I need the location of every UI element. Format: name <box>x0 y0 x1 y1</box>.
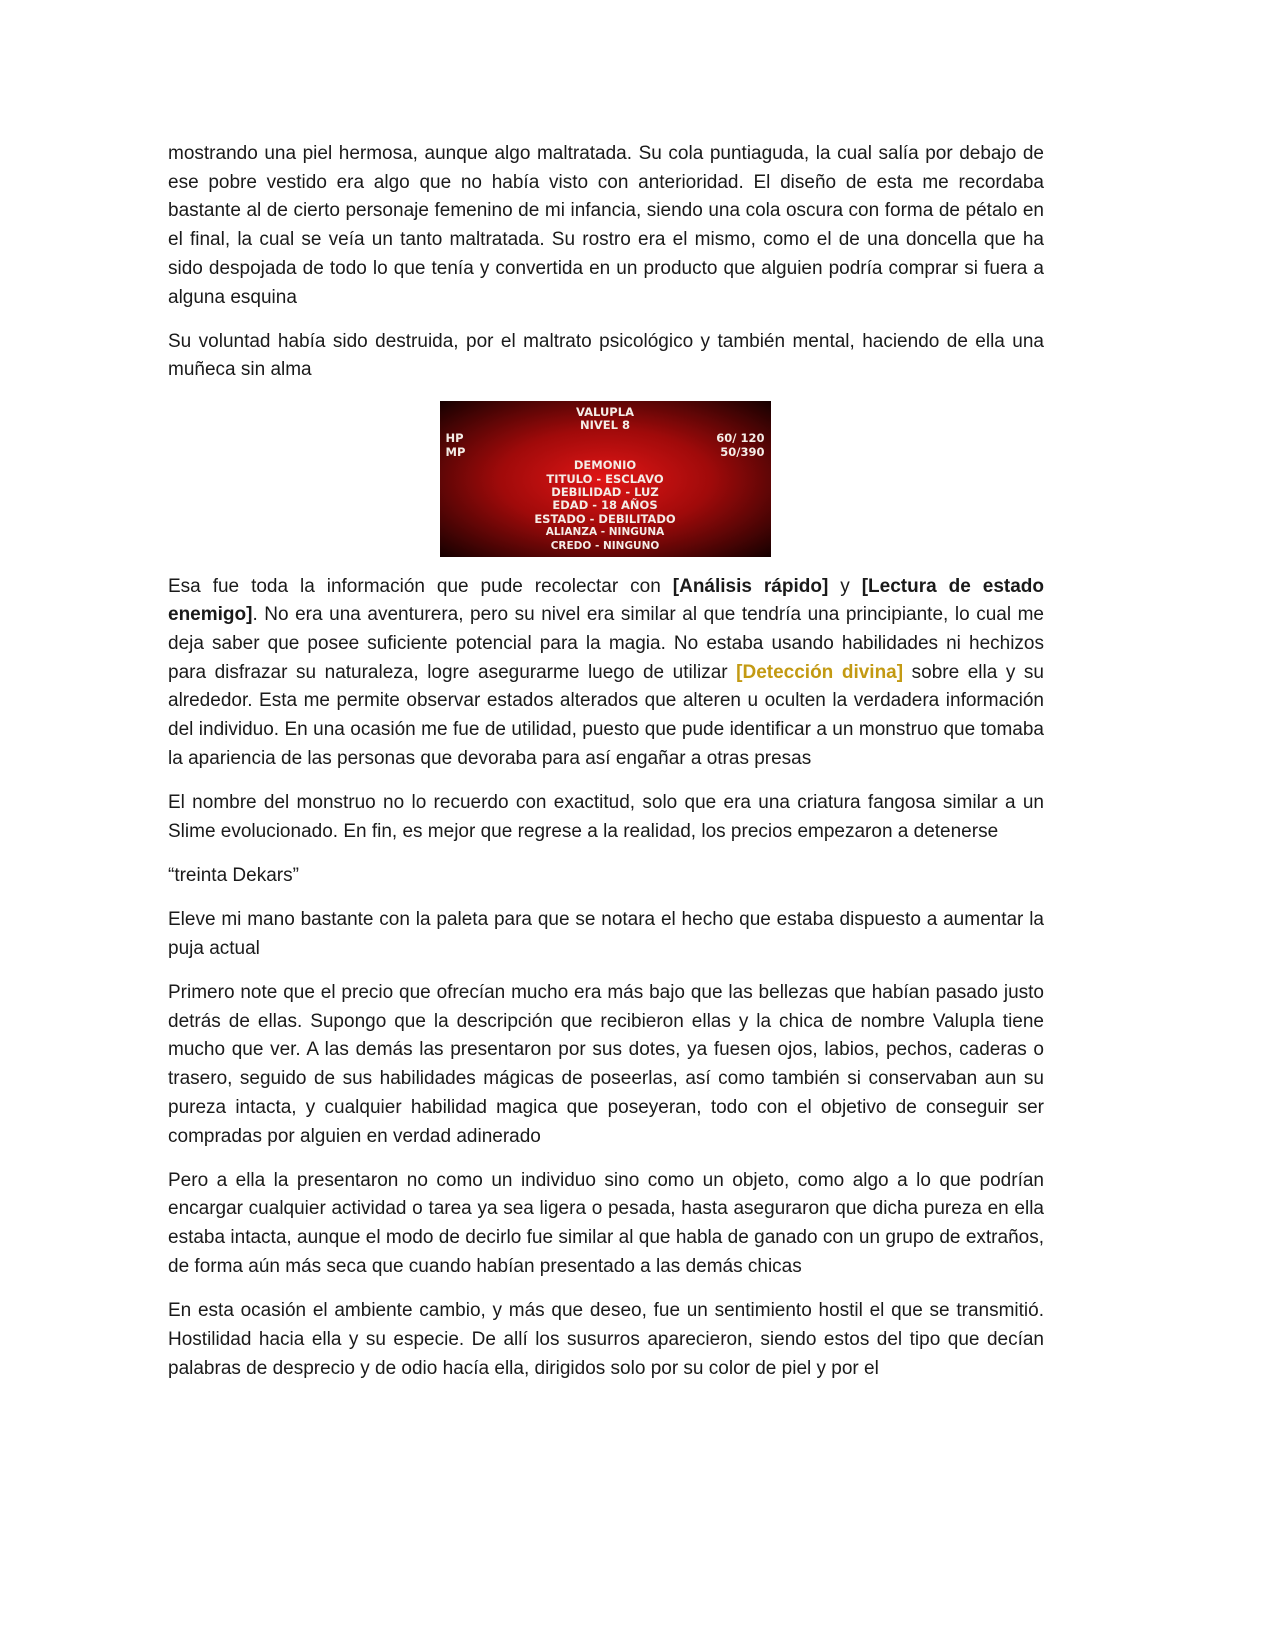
skill-name: [Análisis rápido] <box>672 575 829 597</box>
body-text <box>168 140 1044 1399</box>
status-race: DEMONIO <box>573 458 637 473</box>
status-level: NIVEL 8 <box>580 418 630 433</box>
paragraph: Pero a ella la presentaron no como un individuo sino como un objeto, como algo a lo que podrían encargar cualquier actividad o tarea ya sea ligera o pesada, hasta aseguraron que dicha pureza en ella estaba intacta, aunque el modo de decirlo fue similar al que habla de ganado con un grupo de extraños, de forma aún más seca que cuando habían presentado a las demás chicas <box>168 1169 1044 1277</box>
status-state: ESTADO - DEBILITADO <box>534 511 676 526</box>
status-weakness: DEBILIDAD - LUZ <box>551 485 659 500</box>
mp-value: 50/390 <box>720 444 765 459</box>
skill-name: [Lectura de estado enemigo] <box>168 575 1045 626</box>
paragraph: Su voluntad había sido destruida, por el maltrato psicológico y también mental, haciendo de ella una muñeca sin alma <box>168 330 1044 381</box>
mp-label: MP <box>445 444 466 459</box>
paragraph: mostrando una piel hermosa, aunque algo maltratada. Su cola puntiaguda, la cual salía por debajo de ese pobre vestido era algo que no había visto con anterioridad. El diseño de esta me recordaba bastante al de cierto personaje femenino de mi infancia, siendo una cola oscura con forma de pétalo en el final, la cual se veía un tanto maltratada. Su rostro era el mismo, como el de una doncella que ha sido despojada de todo lo que tenía y convertida en un producto que alguien podría comprar si fuera a alguna esquina <box>168 143 1044 308</box>
hp-value: 60/ 120 <box>716 431 765 446</box>
text-run: sobre ella y su alrededor. Esta me permite observar estados alterados que alteren u oculten la verdadera información del individuo. En una ocasión me fue de utilidad, puesto que pude identificar a un monstruo que tomaba la apariencia de las personas que devoraba para así engañar a otras presas <box>168 661 1045 769</box>
status-creed: CREDO - NINGUNO <box>550 539 660 552</box>
paragraph: El nombre del monstruo no lo recuerdo con exactitud, solo que era una criatura fangosa similar a un Slime evolucionado. En fin, es mejor que regrese a la realidad, los precios empezaron a detenerse <box>168 792 1044 842</box>
status-age: EDAD - 18 AÑOS <box>552 498 658 513</box>
text-run: Esa fue toda la información que pude recolectar con <box>168 575 673 597</box>
paragraph: En esta ocasión el ambiente cambio, y más que deseo, fue un sentimiento hostil el que se transmitió. Hostilidad hacia ella y su especie. De allí los susurros aparecieron, siendo estos del tipo que decían palabras de desprecio y de odio hacía ella, dirigidos solo por su color de piel y por el <box>168 1300 1044 1379</box>
status-window-image <box>440 401 771 557</box>
status-name: VALUPLA <box>576 404 634 419</box>
text-run: . No era una aventurera, pero su nivel era similar al que tendría una principiante, lo cual me deja saber que posee suficiente potencial para la magia. No estaba usando habilidades ni hechizos para disfrazar su naturaleza, logre asegurarme luego de utilizar <box>168 604 1044 683</box>
paragraph: Eleve mi mano bastante con la paleta para que se notara el hecho que estaba dispuesto a aumentar la puja actual <box>168 909 1044 959</box>
status-alliance: ALIANZA - NINGUNA <box>545 526 665 539</box>
paragraph: Primero note que el precio que ofrecían mucho era más bajo que las bellezas que habían pasado justo detrás de ellas. Supongo que la descripción que recibieron ellas y la chica de nombre Valupla tiene mucho que ver. A las demás las presentaron por sus dotes, ya fuesen ojos, labios, pechos, caderas o trasero, seguido de sus habilidades mágicas de poseerlas, así como también si conservaban aun su pureza intacta, y cualquier habilidad magica que poseyeran, todo con el objetivo de conseguir ser compradas por alguien en verdad adinerado <box>168 982 1044 1147</box>
skill-name-highlighted: [Detección divina] <box>736 661 904 683</box>
paragraph <box>168 573 1044 774</box>
text-run: y <box>828 575 862 597</box>
hp-label: HP <box>445 431 464 446</box>
dialogue: “treinta Dekars” <box>168 864 299 886</box>
status-title: TITULO - ESCLAVO <box>546 471 664 486</box>
